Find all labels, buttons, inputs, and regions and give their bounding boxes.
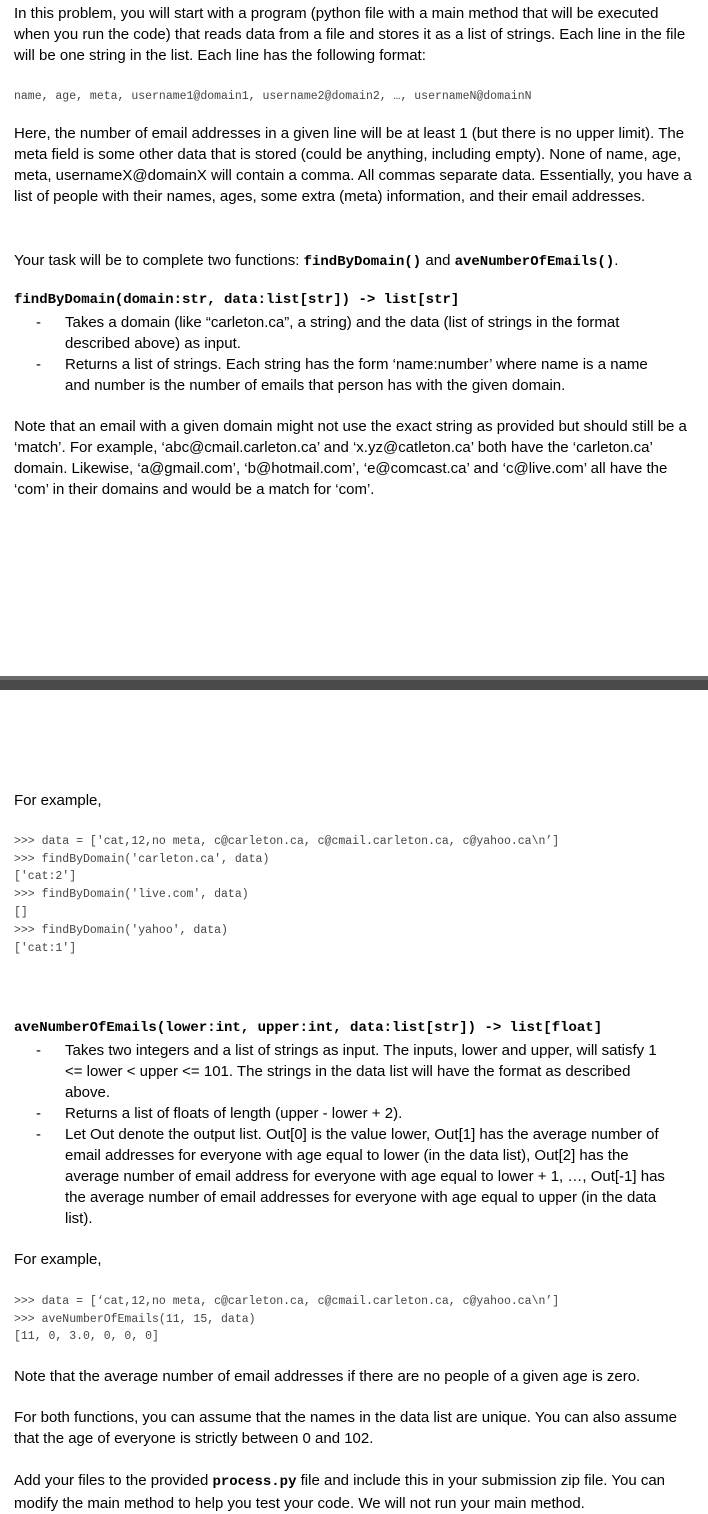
page-divider bbox=[0, 676, 708, 690]
find-by-domain-bullet: - Takes a domain (like “carleton.ca”, a string) and the data (list of strings in the format described above) as input. bbox=[14, 312, 674, 354]
find-by-domain-signature: findByDomain(domain:str, data:list[str]) -> list[str] bbox=[14, 292, 460, 308]
code-line: >>> findByDomain('live.com', data) bbox=[14, 888, 249, 901]
code-line: >>> aveNumberOfEmails(11, 15, data) bbox=[14, 1313, 256, 1326]
code-line: ['cat:2'] bbox=[14, 870, 77, 883]
task-paragraph bbox=[14, 250, 694, 273]
ave-number-bullet: - Let Out denote the output list. Out[0] is the value lower, Out[1] has the average number of email addresses for everyone with age equal to lower (in the data list), Out[2] has the average number of email address for everyone with age equal to lower + 1, …, Out[-1] has the average number of email addresses for everyone with age equal to upper (in the data list). bbox=[14, 1124, 674, 1229]
task-fn2: aveNumberOfEmails() bbox=[454, 254, 615, 270]
code-line: >>> data = ['cat,12,no meta, c@carleton.ca, c@cmail.carleton.ca, c@yahoo.ca\n’] bbox=[14, 835, 560, 848]
find-by-domain-bullet: - Returns a list of strings. Each string has the form ‘name:number’ where name is a name and number is the number of emails that person has with the given domain. bbox=[14, 354, 674, 396]
submit-suffix: file and include this in your submission zip file. You can modify the main method to help you test your code. We will not run your main method. bbox=[14, 1472, 666, 1512]
example-label: For example, bbox=[14, 1251, 102, 1268]
task-prefix: Your task will be to complete two functions: bbox=[14, 252, 304, 269]
example-label: For example, bbox=[14, 792, 102, 809]
ave-number-bullets bbox=[14, 1040, 674, 1229]
unique-names-note: For both functions, you can assume that the names in the data list are unique. You can also assume that the age of everyone is strictly between 0 and 102. bbox=[14, 1409, 677, 1447]
find-by-domain-bullets bbox=[14, 312, 674, 396]
code-line: ['cat:1'] bbox=[14, 942, 77, 955]
zero-average-note: Note that the average number of email addresses if there are no people of a given age is zero. bbox=[14, 1368, 641, 1385]
ave-number-bullet: - Returns a list of floats of length (upper - lower + 2). bbox=[14, 1103, 674, 1124]
code-line: >>> data = [‘cat,12,no meta, c@carleton.ca, c@cmail.carleton.ca, c@yahoo.ca\n’] bbox=[14, 1295, 560, 1308]
task-mid: and bbox=[421, 252, 455, 269]
code-line: [11, 0, 3.0, 0, 0, 0] bbox=[14, 1330, 159, 1343]
process-file-name: process.py bbox=[212, 1474, 297, 1490]
intro-paragraph: In this problem, you will start with a program (python file with a main method that will be executed when you run the code) that reads data from a file and stores it as a list of strings. Each line in the file will be one string in the list. Each line has the following format: bbox=[14, 5, 686, 64]
submit-prefix: Add your files to the provided bbox=[14, 1472, 213, 1489]
ave-number-bullet: - Takes two integers and a list of strings as input. The inputs, lower and upper, will satisfy 1 <= lower < upper <= 101. The strings in the data list will have the format as described above. bbox=[14, 1040, 674, 1103]
task-fn1: findByDomain() bbox=[303, 254, 422, 270]
code-line: [] bbox=[14, 906, 28, 919]
description-paragraph: Here, the number of email addresses in a given line will be at least 1 (but there is no upper limit). The meta field is some other data that is stored (could be anything, including empty). None of name, age, meta, usernameX@domainX will contain a comma. All commas separate data. Essentially, you have a list of people with their names, ages, some extra (meta) information, and their email addresses. bbox=[14, 125, 692, 205]
code-line: >>> findByDomain('yahoo', data) bbox=[14, 924, 228, 937]
code-line: >>> findByDomain('carleton.ca', data) bbox=[14, 853, 270, 866]
task-suffix: . bbox=[614, 252, 619, 269]
ave-number-signature: aveNumberOfEmails(lower:int, upper:int, data:list[str]) -> list[float] bbox=[14, 1020, 603, 1036]
submission-note bbox=[14, 1470, 694, 1514]
domain-match-note: Note that an email with a given domain might not use the exact string as provided but should still be a ‘match’. For example, ‘abc@cmail.carleton.ca’ and ‘x.yz@catleton.ca’ both have the ‘carleton.ca’ domain. Likewise, ‘a@gmail.com’, ‘b@hotmail.com’, ‘e@comcast.ca’ and ‘c@live.com’ all have the ‘com’ in their domains and would be a match for ‘com’. bbox=[14, 418, 687, 498]
format-line: name, age, meta, username1@domain1, username2@domain2, …, usernameN@domainN bbox=[14, 90, 532, 103]
